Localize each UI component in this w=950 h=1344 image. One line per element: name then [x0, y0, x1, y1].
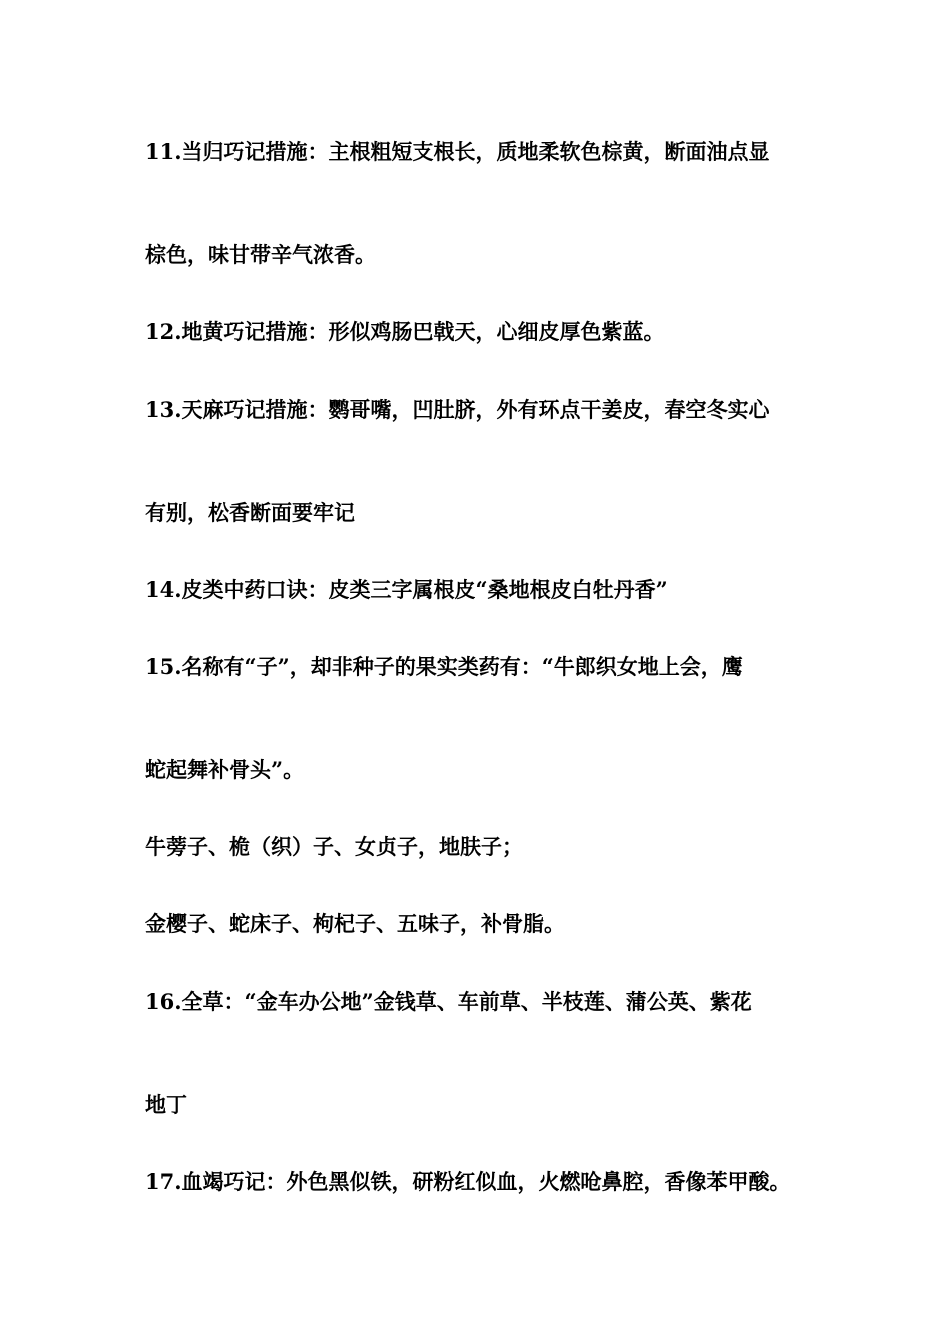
text-line: 11.当归巧记措施：主根粗短支根长，质地柔软色棕黄，断面油点显	[145, 139, 770, 164]
text-line: 有别，松香断面要牢记	[145, 500, 355, 525]
text-line: 15.名称有“子”，却非种子的果实类药有：“牛郎织女地上会，鹰	[145, 654, 743, 679]
text-line: 棕色，味甘带辛气浓香。	[145, 242, 376, 267]
text-line: 14.皮类中药口诀：皮类三字属根皮“桑地根皮白牡丹香”	[145, 577, 668, 602]
text-line: 金樱子、蛇床子、枸杞子、五味子，补骨脂。	[145, 911, 565, 936]
text-line: 地丁	[145, 1092, 187, 1117]
text-line: 12.地黄巧记措施：形似鸡肠巴戟天，心细皮厚色紫蓝。	[145, 319, 665, 344]
text-line: 蛇起舞补骨头”。	[145, 757, 305, 782]
text-line: 13.天麻巧记措施：鹦哥嘴，凹肚脐，外有环点干姜皮，春空冬实心	[145, 397, 770, 422]
text-line: 牛蒡子、桅（织）子、女贞子，地肤子；	[145, 834, 523, 859]
text-line: 16.全草：“金车办公地”金钱草、车前草、半枝莲、蒲公英、紫花	[145, 989, 752, 1014]
text-line: 17.血竭巧记：外色黑似铁，研粉红似血，火燃呛鼻腔，香像苯甲酸。	[145, 1169, 791, 1194]
